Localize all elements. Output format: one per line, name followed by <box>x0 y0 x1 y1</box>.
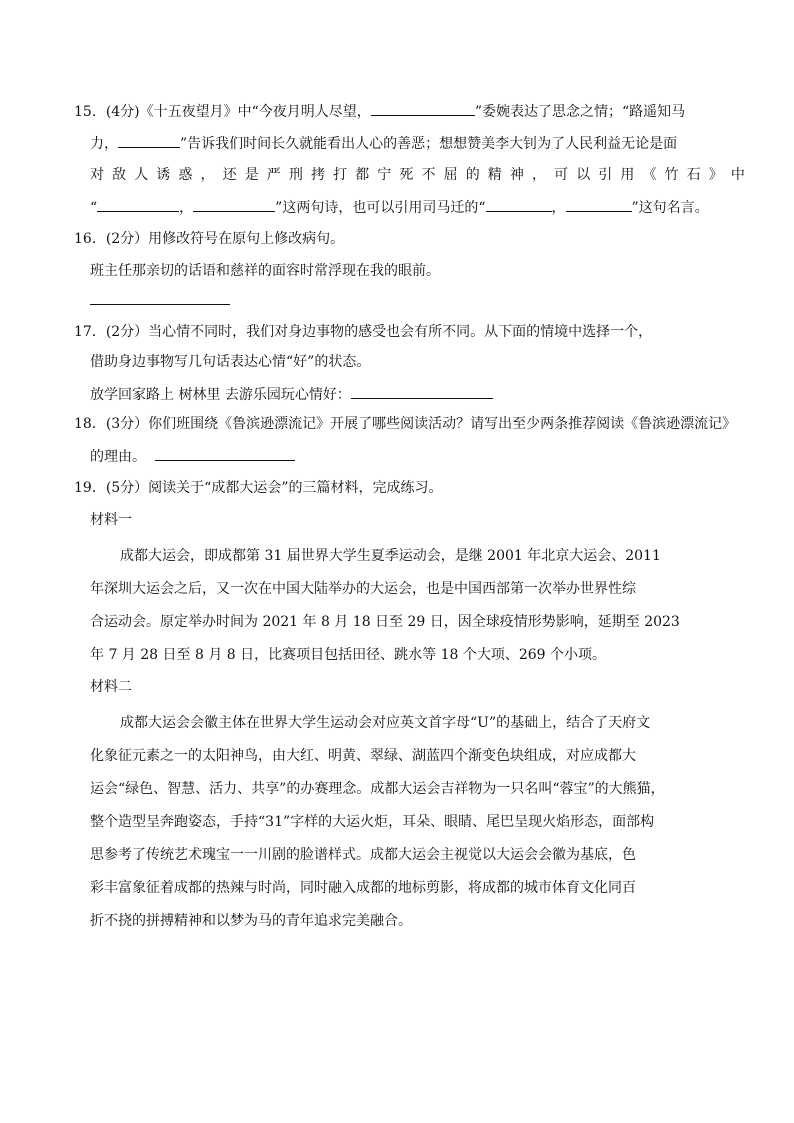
q15-line-2 <box>90 133 677 154</box>
material-2-label: 材料二 <box>90 679 132 695</box>
material-2-line: 运会“绿色、智慧、活力、共享”的办赛理念。成都大运会吉祥物为一只名叫“蓉宝”的大熊猫， <box>90 781 665 797</box>
q15-quote-open: “ <box>90 200 98 216</box>
q15-text-f: ”这句名言。 <box>631 200 709 216</box>
q18-reason-label: 的理由。 <box>90 449 146 465</box>
material-2-line: 成都大运会会徽主体在世界大学生运动会对应英文首字母“U”的基础上，结合了天府文 <box>120 715 651 731</box>
q15-text-a: 15．(4分)《十五夜望月》中“今夜月明人尽望， <box>74 104 371 120</box>
q15-blank-4[interactable] <box>193 197 275 212</box>
q15-blank-6[interactable] <box>566 197 632 212</box>
q15-text-d: ”告诉我们时间长久就能看出人心的善恶；想想赞美李大钊为了人民利益无论是面 <box>180 136 678 152</box>
material-1-line: 成都大运会，即成都第 31 届世界大学生夏季运动会，是继 2001 年北京大运会、2011 <box>120 548 661 564</box>
q15-blank-2[interactable] <box>118 133 180 148</box>
q15-blank-1[interactable] <box>371 101 475 116</box>
q18-line-2 <box>90 446 295 467</box>
q15-text-e: ”这两句诗，也可以引用司马迁的“ <box>275 200 486 216</box>
q19-title: 19．(5分）阅读关于“成都大运会”的三篇材料，完成练习。 <box>74 480 443 496</box>
q15-text-c: 力， <box>90 136 118 152</box>
material-1-label: 材料一 <box>90 512 132 528</box>
q15-text-b: ”委婉表达了思念之情；“路遥知马 <box>474 104 686 120</box>
material-2-line: 整个造型呈奔跑姿态，手持“31”字样的大运火炬，耳朵、眼睛、尾巴呈现火焰形态，面部构 <box>90 814 655 830</box>
material-2-line: 思参考了传统艺术瑰宝一一川剧的脸谱样式。成都大运会主视觉以大运会会徽为基底，色 <box>90 847 636 863</box>
q18-answer-blank[interactable] <box>155 446 295 461</box>
q15-comma-1: ， <box>179 200 194 216</box>
q16-title: 16．(2分）用修改符号在原句上修改病句。 <box>74 231 345 247</box>
q15-blank-5[interactable] <box>486 197 552 212</box>
material-2-line: 彩丰富象征着成都的热辣与时尚，同时融入成都的地标剪影，将成都的城市体育文化同百 <box>90 880 636 896</box>
q18-line-1: 18．(3分）你们班围绕《鲁滨逊漂流记》开展了哪些阅读活动？请写出至少两条推荐阅读《鲁滨逊漂流记》 <box>74 416 737 432</box>
q16-answer-line[interactable] <box>90 290 230 311</box>
material-2-line: 化象征元素之一的太阳神鸟，由大红、明黄、翠绿、湖蓝四个渐变色块组成，对应成都大 <box>90 748 636 764</box>
q15-line-4 <box>90 197 709 218</box>
q16-sentence: 班主任那亲切的话语和慈祥的面容时常浮现在我的眼前。 <box>90 263 440 279</box>
material-2-line: 折不挠的拼搏精神和以梦为马的青年追求完美融合。 <box>90 913 412 929</box>
material-1-line: 年深圳大运会之后，又一次在中国大陆举办的大运会，也是中国西部第一次举办世界性综 <box>90 581 636 597</box>
material-1-line: 年 7 月 28 日至 8 月 8 日，比赛项目包括田径、跳水等 18 个大项、269 个小项。 <box>90 647 607 663</box>
q15-comma-2: ， <box>551 200 566 216</box>
q15-line-1 <box>74 101 685 122</box>
q15-line-3: 对敌人诱惑，还是严刑拷打都宁死不屈的精神，可以引用《竹石》中 <box>90 167 753 183</box>
q17-answer-blank[interactable] <box>351 384 493 399</box>
q15-blank-3[interactable] <box>97 197 179 212</box>
q17-line-2: 借助身边事物写几句话表达心情“好”的状态。 <box>90 354 371 370</box>
q17-scenarios: 放学回家路上 树林里 去游乐园玩心情好： <box>90 387 351 403</box>
material-1-line: 合运动会。原定举办时间为 2021 年 8 月 18 日至 29 日，因全球疫情形势影响，延期至 2023 <box>90 614 680 630</box>
q17-line-1: 17．(2分）当心情不同时，我们对身边事物的感受也会有所不同。从下面的情境中选择一个， <box>74 324 653 340</box>
q17-line-3 <box>90 384 493 405</box>
